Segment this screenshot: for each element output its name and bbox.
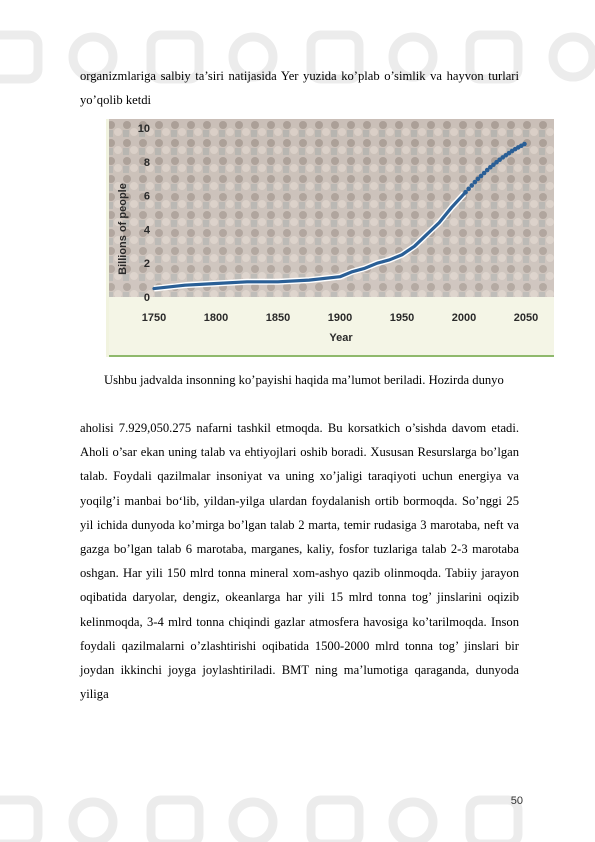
y-tick-label: 6 — [143, 190, 150, 203]
x-tick-label: 2000 — [451, 312, 477, 324]
intro-paragraph: organizmlariga salbiy ta’siri natijasida Yer yuzida ko’plab o’simlik va hayvon turlari yo’qolib ketdi — [80, 69, 519, 108]
projection-point — [522, 142, 527, 147]
projection-point — [469, 183, 474, 188]
y-tick-label: 10 — [137, 123, 150, 135]
caption-paragraph: Ushbu jadvalda insonning ko’payishi haqida ma’lumot beriladi. Hozirda dunyo — [104, 373, 504, 387]
y-tick-label: 8 — [143, 156, 150, 169]
x-tick-label: 1800 — [203, 312, 229, 324]
y-axis-label: Billions of people — [117, 183, 129, 275]
y-tick-label: 2 — [143, 258, 150, 271]
x-tick-label: 1900 — [327, 312, 353, 324]
x-tick-label: 1850 — [265, 312, 291, 324]
projection-point — [463, 190, 468, 195]
y-tick-label: 4 — [143, 224, 150, 237]
x-axis-label: Year — [329, 332, 353, 344]
page-number: 50 — [510, 795, 523, 807]
x-tick-label: 2050 — [513, 312, 539, 324]
x-tick-label: 1950 — [389, 312, 415, 324]
x-tick-label: 1750 — [141, 312, 167, 324]
population-chart — [106, 119, 554, 357]
projection-point — [466, 187, 471, 192]
body-paragraph: aholisi 7.929,050.275 nafarni tashkil etmoqda. Bu korsatkich o’sishda davom etadi. Aholi o’sar ekan uning talab va ehtiyojlari oshib boradi. Xususan Resurslarga bo’lgan talab. Foydali qazilmalar insoniyat va uning xo’jaligi taraqiyoti uchun energiya va yoqilg’i manbai bo‘lib, yildan-yilga ulardan foydalanish ortib bormoqda. So’nggi 25 yil ichida dunyoda ko’mirga bo’lgan talab 2 marta, temir rudasiga 3 marotaba, neft va gazga bo’lgan talab 6 marotaba, marganes, kaliy, fosfor tuzlariga talab 2-3 marotaba oshgan. Har yili 150 mlrd tonna mineral xom-ashyo qazib olinmoqda. Tabiiy jarayon oqibatida daryolar, dengiz, okeanlarga har yili 15 mlrd tonna tog’ jinslarini oqizib kelinmoqda, 3-4 mlrd tonna chiqindi gazlar atmosfera havosiga ko’tarilmoqda. Inson foydali qazilmalarni o’zlashtirishi oqibatida 1500-2000 mlrd tonna tog’ jinslari bir joydan ikkinchi joyga joylashtiriladi. BMT ning ma’lumotiga qaraganda, dunyoda yiliga — [80, 421, 519, 702]
y-tick-label: 0 — [143, 292, 150, 304]
